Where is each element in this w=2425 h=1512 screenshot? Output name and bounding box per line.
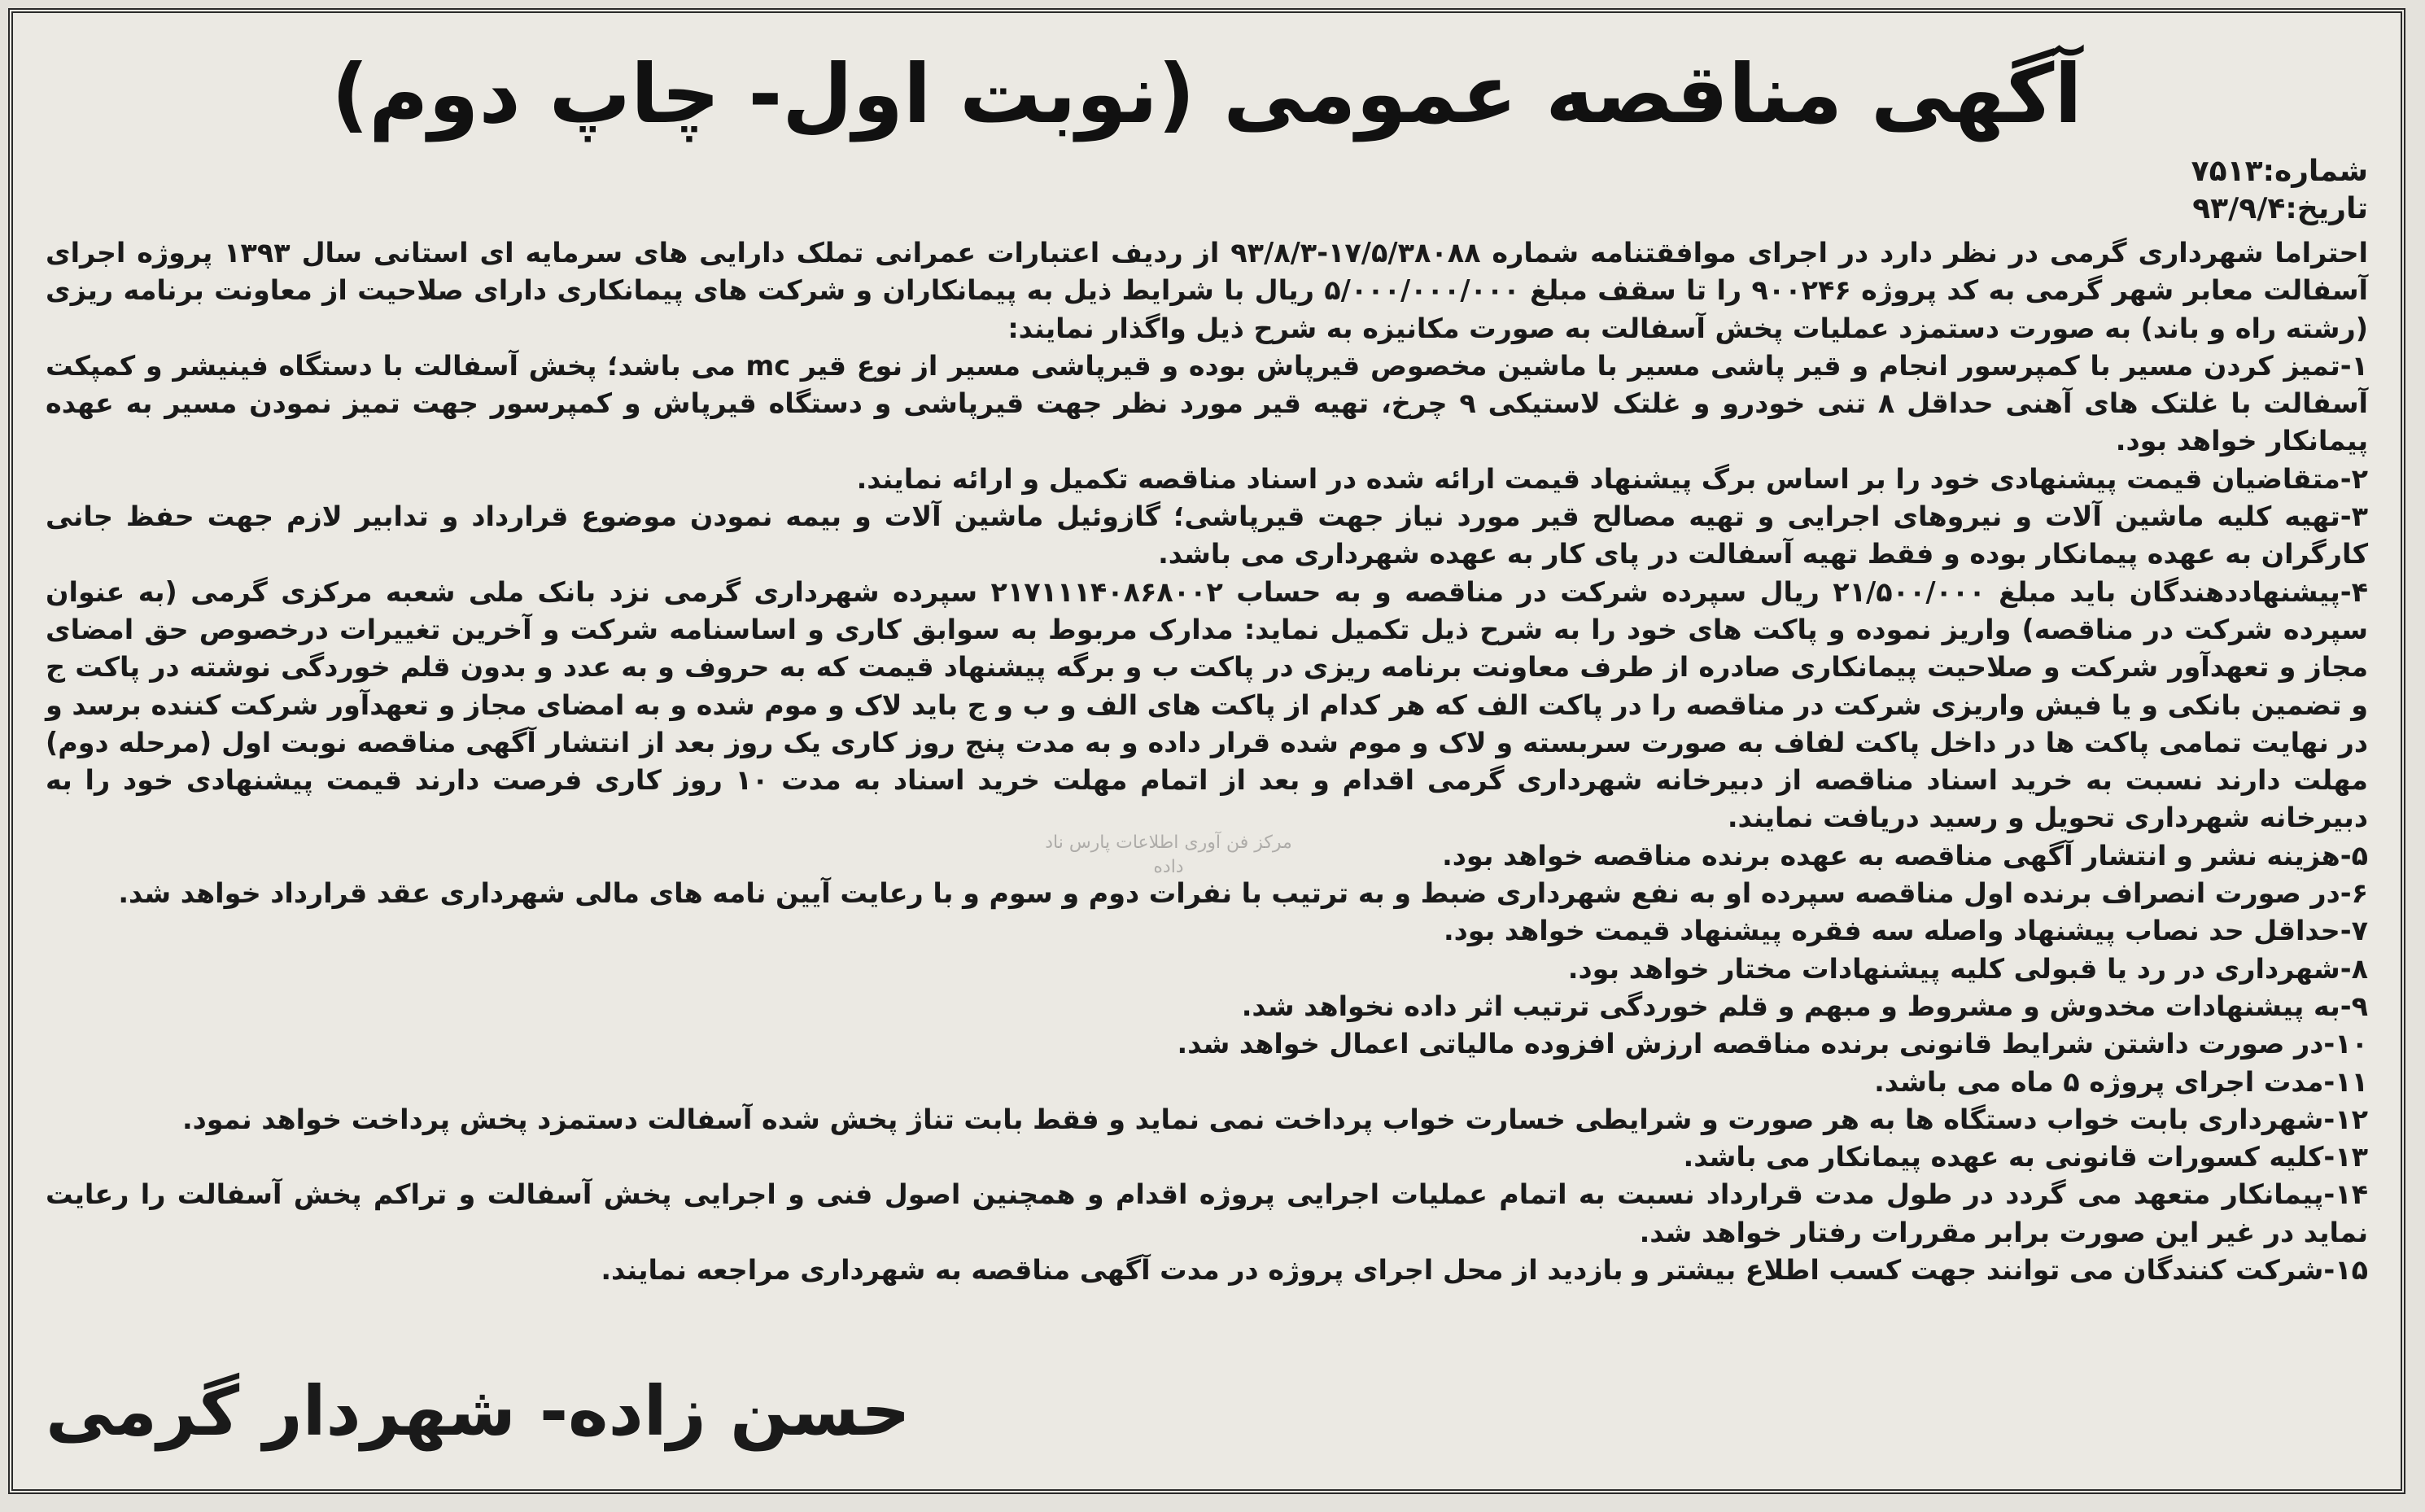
condition-item-1: ۱-تمیز کردن مسیر با کمپرسور انجام و قیر پاشی مسیر با ماشین مخصوص قیرپاش بوده و قیرپاشی مسیر از نوع قیر mc می باشد؛ پخش آسفالت با دستگاه فینیشر و کمپکت آسفالت با غلتک های آهنی حداقل ۸ تنی خودرو و غلتک لاستیکی ۹ چرخ، تهیه قیر مورد نظر جهت قیرپاشی و دستگاه قیرپاش و کمپرسور جهت تمیز نمودن مسیر به عهده پیمانکار خواهد بود. [46, 349, 2368, 457]
condition-item-2: ۲-متقاضیان قیمت پیشنهادی خود را بر اساس برگ پیشنهاد قیمت ارائه شده در اسناد مناقصه تکمیل و ارائه نمایند. [856, 462, 2368, 495]
condition-item-12: ۱۲-شهرداری بابت خواب دستگاه ها به هر صورت و شرایطی خسارت خواب پرداخت نمی نماید و فقط بابت تناژ پخش شده آسفالت دستمزد پخش پرداخت خواهد نمود. [181, 1103, 2368, 1135]
condition-item-15: ۱۵-شرکت کنندگان می توانند جهت کسب اطلاع بیشتر و بازدید از محل اجرای پروژه در مدت آگهی مناقصه به شهرداری مراجعه نمایند. [601, 1254, 2368, 1287]
notice-number: شماره:۷۵۱۳ [2191, 155, 2368, 188]
notice-title: آگهی مناقصه عمومی (نوبت اول- چاپ دوم) [331, 46, 2082, 142]
condition-item-11: ۱۱-مدت اجرای پروژه ۵ ماه می باشد. [1874, 1065, 2368, 1098]
watermark-stamp: مرکز فن آوری اطلاعات پارس ناد داده [1045, 832, 1292, 877]
condition-item-3: ۳-تهیه کلیه ماشین آلات و نیروهای اجرایی و تهیه مصالح قیر مورد نیاز جهت قیرپاشی؛ گازوئیل ماشین آلات و بیمه نمودن موضوع قرارداد و تدابیر لازم جهت حفظ جانی کارگران به عهده پیمانکار بوده و فقط تهیه آسفالت در پای کار به عهده شهرداری می باشد. [46, 500, 2368, 570]
condition-item-13: ۱۳-کلیه کسورات قانونی به عهده پیمانکار می باشد. [1683, 1141, 2368, 1173]
tender-notice [8, 8, 2405, 1494]
condition-item-14: ۱۴-پیمانکار متعهد می گردد در طول مدت قرارداد نسبت به اتمام عملیات اجرایی پروژه اقدام و همچنین اصول فنی و اجرایی پخش آسفالت و تراکم پخش آسفالت را رعایت نماید در غیر این صورت برابر مقررات رفتار خواهد شد. [46, 1178, 2368, 1248]
condition-item-7: ۷-حداقل حد نصاب پیشنهاد واصله سه فقره پیشنهاد قیمت خواهد بود. [1443, 915, 2368, 947]
signature: حسن زاده- شهردار گرمی [46, 1371, 911, 1451]
notice-meta [2191, 153, 2368, 228]
condition-item-9: ۹-به پیشنهادات مخدوش و مشروط و مبهم و قلم خوردگی ترتیب اثر داده نخواهد شد. [1241, 990, 2368, 1022]
notice-body [46, 234, 2368, 1289]
condition-item-5: ۵-هزینه نشر و انتشار آگهی مناقصه به عهده برنده مناقصه خواهد بود. [1442, 839, 2368, 872]
condition-item-10: ۱۰-در صورت داشتن شرایط قانونی برنده مناقصه ارزش افزوده مالیاتی اعمال خواهد شد. [1177, 1028, 2368, 1060]
notice-date: تاریخ:۹۳/۹/۴ [2192, 192, 2368, 225]
condition-item-8: ۸-شهرداری در رد یا قبولی کلیه پیشنهادات مختار خواهد بود. [1567, 952, 2368, 985]
condition-item-4: ۴-پیشنهاددهندگان باید مبلغ ۲۱/۵۰۰/۰۰۰ ریال سپرده شرکت در مناقصه و به حساب ۲۱۷۱۱۱۴۰۸۶۸۰۰۲ سپرده شهرداری گرمی نزد بانک ملی شعبه مرکزی گرمی (به عنوان سپرده شرکت در مناقصه) واریز نموده و پاکت های خود را به شرح ذیل تکمیل نماید: مدارک مربوط به سوابق کاری و اساسنامه شرکت و آخرین تغییرات درخصوص حق امضای مجاز و تعهدآور شرکت و صلاحیت پیمانکاری صادره از طرف معاونت برنامه ریزی در پاکت ب و برگه پیشنهاد قیمت که به حروف و به عدد و بدون قلم خوردگی نوشته در پاکت ج و تضمین بانکی و یا فیش واریزی شرکت در مناقصه را در پاکت الف که هر کدام از پاکت های الف و ب و ج باید لاک و موم شده و به امضای مجاز و تعهدآور شرکت کننده برسد و در نهایت تمامی پاکت ها در داخل پاکت لفاف به صورت سربسته و لاک و موم شده قرار داده و به مدت پنج روز کاری یک روز بعد از انتشار آگهی مناقصه نوبت اول (مرحله دوم) مهلت دارند نسبت به خرید اسناد مناقصه از دبیرخانه شهرداری گرمی اقدام و بعد از اتمام مهلت خرید اسناد به مدت ۱۰ روز کاری فرصت دارند قیمت پیشنهادی خود را به دبیرخانه شهرداری تحویل و رسید دریافت نمایند. [46, 575, 2369, 834]
intro-paragraph: احتراما شهرداری گرمی در نظر دارد در اجرای موافقتنامه شماره ۱۷/۵/۳۸۰۸۸-۹۳/۸/۳ از ردیف اعتبارات عمرانی تملک دارایی های سرمایه ای استانی سال ۱۳۹۳ پروژه اجرای آسفالت معابر شهر گرمی به کد پروژه ۹۰۰۲۴۶ را تا سقف مبلغ ۵/۰۰۰/۰۰۰/۰۰۰ ریال با شرایط ذیل به پیمانکاران و شرکت های پیمانکاری دارای صلاحیت از معاونت برنامه ریزی (رشته راه و باند) به صورت دستمزد عملیات پخش آسفالت به صورت مکانیزه به شرح ذیل واگذار نمایند: [46, 237, 2369, 344]
condition-item-6: ۶-در صورت انصراف برنده اول مناقصه سپرده او به نفع شهرداری ضبط و به ترتیب با نفرات دوم و سوم و با رعایت آیین نامه های مالی شهرداری عقد قرارداد خواهد شد. [118, 877, 2368, 910]
